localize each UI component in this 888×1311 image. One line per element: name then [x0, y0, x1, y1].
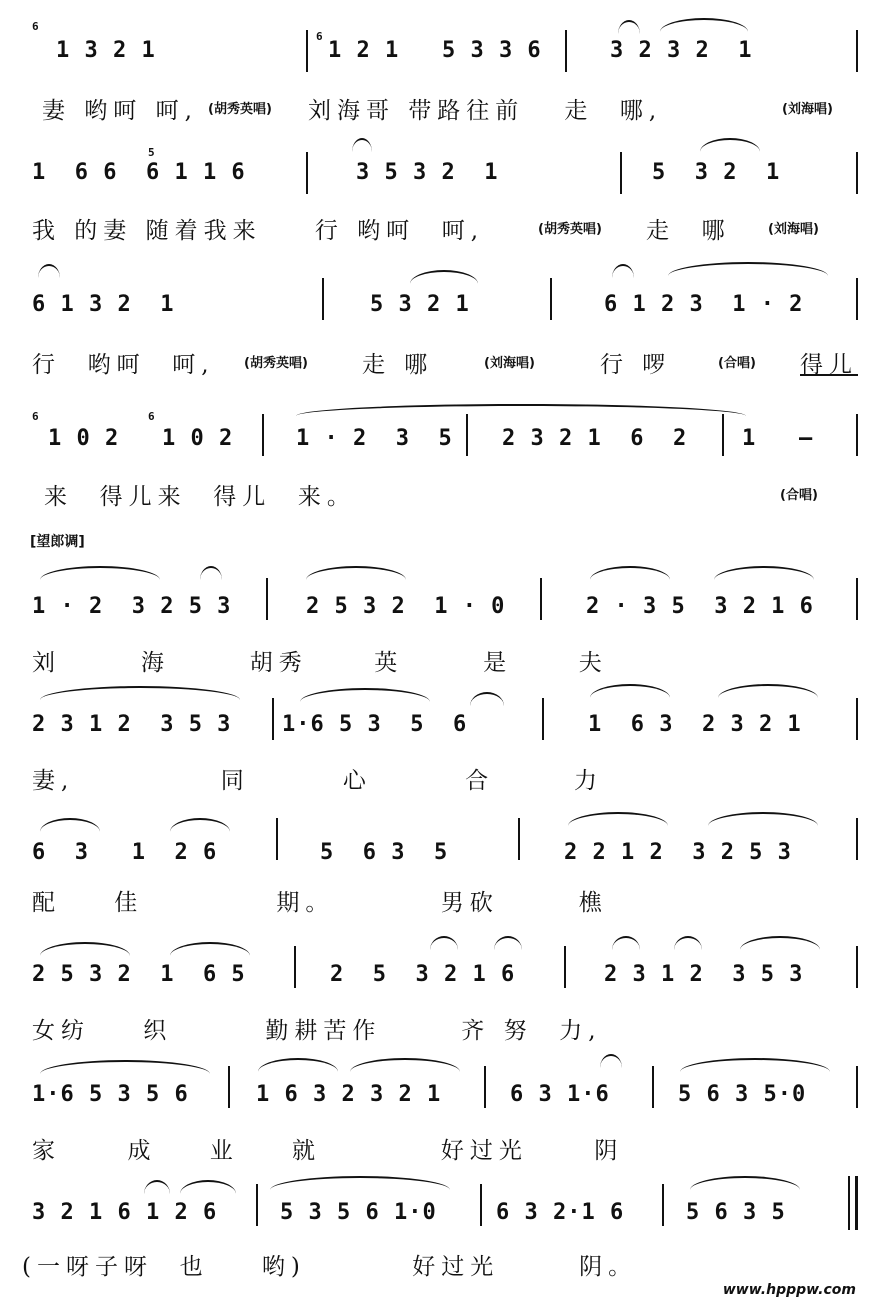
notes-measure: 6 3 2·1 6	[496, 1200, 625, 1225]
slur	[144, 1180, 170, 1194]
slur	[714, 566, 814, 580]
barline	[722, 414, 724, 456]
slur	[38, 264, 60, 278]
grace-note: 6	[316, 30, 323, 43]
notes-measure: 5 6 3 5	[686, 1200, 786, 1225]
lyric: 行 啰	[600, 352, 672, 378]
slur	[300, 688, 430, 702]
barline	[620, 152, 622, 194]
barline	[306, 152, 308, 194]
grace-note: 6	[32, 20, 39, 33]
barline	[484, 1066, 486, 1108]
slur	[674, 936, 702, 950]
notes-measure: 1·6 5 3 5 6	[32, 1082, 189, 1107]
barline	[856, 414, 858, 456]
barline	[564, 946, 566, 988]
role-label: (合唱)	[718, 356, 756, 371]
slur	[618, 20, 640, 34]
lyric: 得儿	[800, 352, 858, 378]
barline	[228, 1066, 230, 1108]
notes-measure: 5 3 2 1	[652, 160, 781, 185]
notes-measure: 1 · 2 3 5	[296, 426, 453, 451]
barline	[540, 578, 542, 620]
lyric: 家 成 业 就 好过光 阴	[32, 1138, 624, 1164]
notes-measure: 1 0 2 1 0 2	[48, 426, 234, 451]
notes-measure: 5 3 2 1	[370, 292, 470, 317]
slur	[590, 566, 670, 580]
notes-measure: 2 3 1 2 3 5 3	[32, 712, 232, 737]
notes-measure: 1 6 3 2 3 2 1	[588, 712, 802, 737]
lyric: (一呀子呀 也 哟) 好过光 阴。	[22, 1254, 638, 1280]
role-label: (刘海唱)	[768, 222, 819, 237]
barline	[856, 698, 858, 740]
barline	[518, 818, 520, 860]
role-label: (合唱)	[780, 488, 818, 503]
notes-measure: 1 6 6 6 1 1 6	[32, 160, 246, 185]
slur	[258, 1058, 338, 1072]
barline	[550, 278, 552, 320]
final-barline	[848, 1176, 856, 1230]
slur	[180, 1180, 236, 1194]
notes-measure: 3 2 3 2 1	[610, 38, 753, 63]
slur	[590, 684, 670, 698]
slur	[668, 262, 828, 276]
barline	[652, 1066, 654, 1108]
notes-measure: 1·6 5 3 5 6	[282, 712, 468, 737]
slur	[430, 936, 458, 950]
lyric: 来 得儿来 得儿 来。	[44, 484, 356, 510]
barline	[856, 152, 858, 194]
notes-measure: 1 6 3 2 3 2 1	[256, 1082, 442, 1107]
slur	[40, 818, 100, 832]
notes-measure: 6 3 1·6	[510, 1082, 610, 1107]
notes-measure: 5 3 5 6 1·0	[280, 1200, 437, 1225]
slur	[410, 270, 478, 284]
slur	[296, 404, 746, 416]
notes-measure: 2 3 1 2 3 5 3	[604, 962, 804, 987]
slur	[40, 686, 240, 700]
barline	[294, 946, 296, 988]
grace-note: 6	[32, 410, 39, 423]
barline	[542, 698, 544, 740]
lyric: 妻 哟呵 呵,	[42, 98, 198, 124]
slur	[680, 1058, 830, 1072]
notes-measure: 2 5 3 2 1 · 0	[306, 594, 506, 619]
lyric: 妻, 同 心 合 力	[32, 768, 603, 794]
barline	[565, 30, 567, 72]
notes-measure: 5 6 3 5	[320, 840, 449, 865]
section-title: [望郎调]	[30, 534, 85, 550]
notes-measure: 3 2 1 6 1 2 6	[32, 1200, 218, 1225]
barline	[856, 30, 858, 72]
notes-measure: 1 · 2 3 2 5 3	[32, 594, 232, 619]
notes-measure: 3 5 3 2 1	[356, 160, 499, 185]
barline	[856, 1066, 858, 1108]
lyric: 女纺 织 勤耕苦作 齐 努 力,	[32, 1018, 602, 1044]
slur	[350, 1058, 460, 1072]
slur	[470, 692, 504, 706]
lyric: 配 佳 期。 男砍 樵	[32, 890, 608, 916]
notes-measure: 2 2 1 2 3 2 5 3	[564, 840, 792, 865]
notes-measure: 2 3 2 1 6 2	[502, 426, 688, 451]
slur	[170, 942, 250, 956]
barline	[856, 946, 858, 988]
barline	[662, 1184, 664, 1226]
role-label: (胡秀英唱)	[244, 356, 308, 371]
barline	[256, 1184, 258, 1226]
lyric: 刘海哥 带路往前 走 哪,	[308, 98, 663, 124]
notes-measure: 2 5 3 2 1 6	[330, 962, 516, 987]
site-watermark: www.hpppw.com	[722, 1282, 856, 1298]
role-label: (胡秀英唱)	[538, 222, 602, 237]
barline	[466, 414, 468, 456]
slur	[40, 1060, 210, 1074]
slur	[200, 566, 222, 580]
notes-measure: 2 · 3 5 3 2 1 6	[586, 594, 814, 619]
notes-measure: 2 5 3 2 1 6 5	[32, 962, 246, 987]
notes-measure: 1 2 1 5 3 3 6	[328, 38, 542, 63]
barline	[856, 278, 858, 320]
slur	[352, 138, 372, 152]
slur	[600, 1054, 622, 1068]
slur	[612, 936, 640, 950]
slur	[740, 936, 820, 950]
role-label: (刘海唱)	[484, 356, 535, 371]
slur	[40, 566, 160, 580]
slur	[568, 812, 668, 826]
slur	[306, 566, 406, 580]
slur	[270, 1176, 450, 1190]
lyric: 刘 海 胡秀 英 是 夫	[32, 650, 608, 676]
barline	[262, 414, 264, 456]
slur	[612, 264, 634, 278]
lyric: 走 哪	[646, 218, 731, 244]
notes-measure: 1 3 2 1	[56, 38, 156, 63]
barline	[276, 818, 278, 860]
grace-note: 6	[148, 410, 155, 423]
slur	[40, 942, 130, 956]
slur	[494, 936, 522, 950]
barline	[856, 818, 858, 860]
barline	[322, 278, 324, 320]
role-label: (刘海唱)	[782, 102, 833, 117]
notes-measure: 1 –	[742, 426, 814, 451]
barline	[480, 1184, 482, 1226]
lyric: 走 哪	[362, 352, 434, 378]
barline	[856, 578, 858, 620]
notes-measure: 6 3 1 2 6	[32, 840, 218, 865]
barline	[266, 578, 268, 620]
slur	[170, 818, 230, 832]
slur	[700, 138, 760, 152]
notes-measure: 6 1 3 2 1	[32, 292, 175, 317]
barline	[306, 30, 308, 72]
slur	[660, 18, 748, 32]
slur	[718, 684, 818, 698]
role-label: (胡秀英唱)	[208, 102, 272, 117]
slur	[690, 1176, 800, 1190]
slur	[708, 812, 818, 826]
notes-measure: 5 6 3 5·0	[678, 1082, 807, 1107]
grace-note: 5	[148, 146, 155, 159]
lyric: 行 哟呵 呵,	[32, 352, 215, 378]
lyric: 我 的妻 随着我来 行 哟呵 呵,	[32, 218, 485, 244]
barline	[272, 698, 274, 740]
notes-measure: 6 1 2 3 1 · 2	[604, 292, 804, 317]
